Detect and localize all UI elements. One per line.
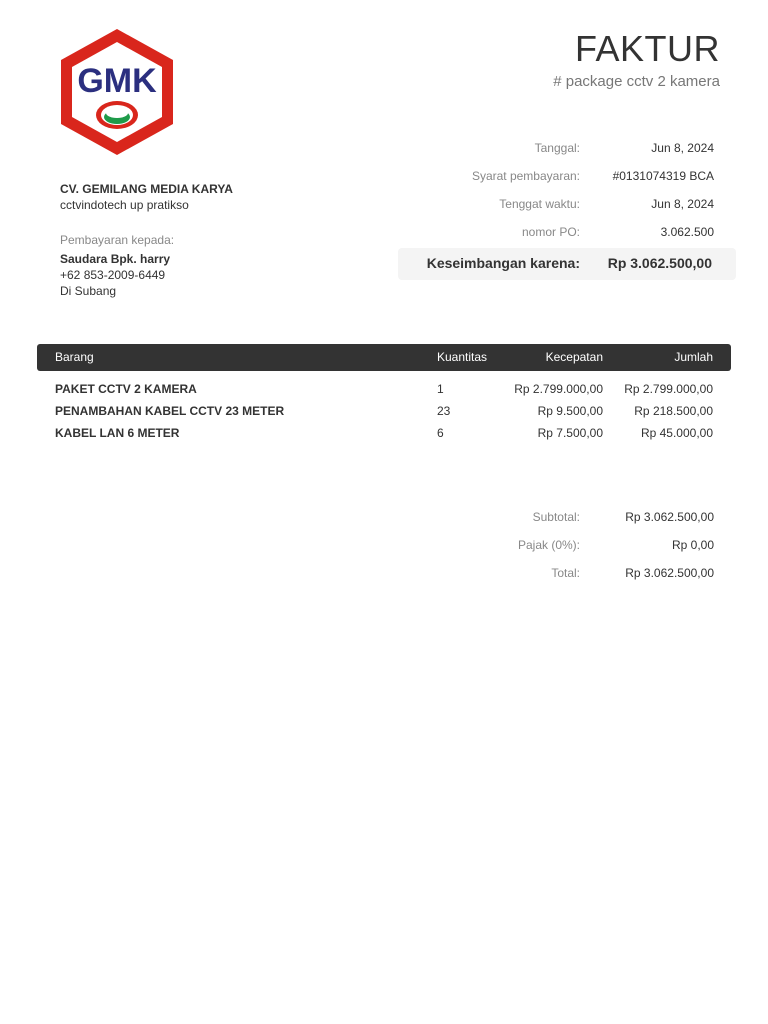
header-item: Barang: [55, 350, 94, 364]
balance-due-label: Keseimbangan karena:: [426, 255, 580, 271]
invoice-title: FAKTUR: [574, 28, 720, 69]
meta-row-po-number: [398, 225, 714, 245]
item-quantity: 6: [437, 426, 444, 440]
item-name: PENAMBAHAN KABEL CCTV 23 METER: [55, 404, 285, 418]
item-quantity: 1: [437, 382, 444, 396]
item-amount: Rp 218.500,00: [634, 404, 713, 418]
meta-label: Tanggal:: [534, 141, 580, 155]
subtotal-row: [398, 510, 714, 530]
meta-row-payment-terms: [398, 169, 714, 189]
tax-value: Rp 0,00: [671, 538, 714, 552]
meta-value: #0131074319 BCA: [612, 169, 714, 183]
bill-to-label: Pembayaran kepada:: [60, 233, 175, 247]
company-logo: [56, 26, 178, 158]
balance-due-value: Rp 3.062.500,00: [607, 255, 712, 271]
meta-row-due-date: [398, 197, 714, 217]
logo-text: GMK: [77, 62, 157, 100]
table-row: [37, 426, 731, 446]
meta-value: Jun 8, 2024: [651, 141, 714, 155]
item-quantity: 23: [437, 404, 451, 418]
item-amount: Rp 45.000,00: [640, 426, 713, 440]
meta-label: nomor PO:: [521, 225, 580, 239]
meta-row-date: [398, 141, 714, 161]
header-quantity: Kuantitas: [437, 350, 488, 364]
meta-value: 3.062.500: [660, 225, 714, 239]
item-amount: Rp 2.799.000,00: [624, 382, 713, 396]
total-label: Total:: [551, 566, 580, 580]
total-row: [398, 566, 714, 586]
item-rate: Rp 2.799.000,00: [514, 382, 603, 396]
meta-value: Jun 8, 2024: [651, 197, 714, 211]
invoice-subtitle: # package cctv 2 kamera: [553, 73, 720, 90]
meta-label: Tenggat waktu:: [499, 197, 580, 211]
sender-line: cctvindotech up pratikso: [60, 198, 189, 212]
meta-label: Syarat pembayaran:: [471, 169, 580, 183]
item-name: PAKET CCTV 2 KAMERA: [55, 382, 197, 396]
item-rate: Rp 9.500,00: [537, 404, 603, 418]
balance-due-box: [398, 248, 736, 280]
total-value: Rp 3.062.500,00: [625, 566, 714, 580]
header-rate: Kecepatan: [545, 350, 603, 364]
bill-to-phone: +62 853-2009-6449: [60, 268, 166, 282]
table-row: [37, 404, 731, 424]
subtotal-label: Subtotal:: [532, 510, 580, 524]
table-row: [37, 382, 731, 402]
subtotal-value: Rp 3.062.500,00: [625, 510, 714, 524]
header-amount: Jumlah: [674, 350, 713, 364]
bill-to-name: Saudara Bpk. harry: [60, 252, 171, 266]
items-table-header: [37, 344, 731, 371]
bill-to-location: Di Subang: [60, 284, 117, 298]
tax-label: Pajak (0%):: [517, 538, 580, 552]
item-name: KABEL LAN 6 METER: [55, 426, 180, 440]
tax-row: [398, 538, 714, 558]
sender-name: CV. GEMILANG MEDIA KARYA: [60, 182, 233, 196]
item-rate: Rp 7.500,00: [537, 426, 603, 440]
